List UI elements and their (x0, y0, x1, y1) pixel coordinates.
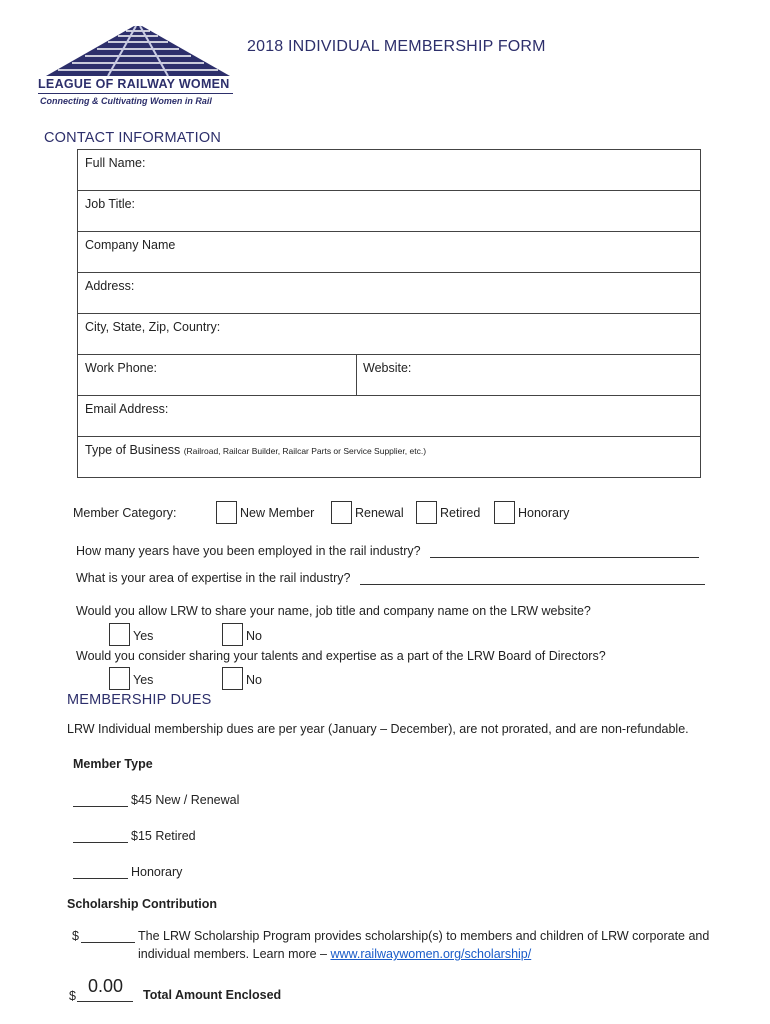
retired-input-line[interactable] (73, 842, 128, 843)
contact-table (77, 149, 701, 478)
renewal-label: Renewal (355, 506, 404, 520)
full-name-field[interactable] (78, 150, 700, 191)
share-yes-checkbox[interactable] (109, 623, 130, 646)
website-label[interactable]: Website: (363, 361, 412, 375)
years-question: How many years have you been employed in the rail industry? (76, 544, 421, 558)
expertise-input-line[interactable] (360, 584, 705, 585)
new-renewal-label: $45 New / Renewal (131, 793, 240, 807)
board-no-checkbox[interactable] (222, 667, 243, 690)
member-type-heading: Member Type (73, 757, 153, 771)
scholarship-text-line-2 (138, 947, 531, 961)
retired-checkbox[interactable] (416, 501, 437, 524)
share-no-label: No (246, 629, 262, 643)
job-title-label: Job Title: (85, 197, 136, 211)
total-amount-value[interactable]: 0.00 (88, 976, 124, 996)
company-name-label: Company Name (85, 238, 176, 252)
honorary-dues-label: Honorary (131, 865, 183, 879)
email-label: Email Address: (85, 402, 169, 416)
retired-label: Retired (440, 506, 481, 520)
job-title-field[interactable] (78, 191, 700, 232)
logo-rule (38, 93, 233, 94)
new-member-label: New Member (240, 506, 315, 520)
scholarship-link[interactable]: www.railwaywomen.org/scholarship/ (330, 947, 532, 961)
honorary-checkbox[interactable] (494, 501, 515, 524)
phone-website-row (78, 355, 700, 396)
board-no-label: No (246, 673, 262, 687)
scholarship-dollar-sign: $ (72, 929, 79, 943)
business-type-field[interactable] (78, 437, 700, 477)
form-title: 2018 INDIVIDUAL MEMBERSHIP FORM (247, 38, 546, 55)
expertise-question: What is your area of expertise in the rail industry? (76, 571, 351, 585)
retired-dues-label: $15 Retired (131, 829, 196, 843)
years-input-line[interactable] (430, 557, 699, 558)
share-no-checkbox[interactable] (222, 623, 243, 646)
honorary-input-line[interactable] (73, 878, 128, 879)
railway-tracks-logo-icon (38, 20, 238, 78)
scholarship-text-line-1: The LRW Scholarship Program provides scholarship(s) to members and children of LRW corporate and (138, 929, 710, 943)
city-state-zip-label: City, State, Zip, Country: (85, 320, 221, 334)
logo-org-name: LEAGUE OF RAILWAY WOMEN (38, 77, 230, 91)
logo (38, 20, 238, 112)
dues-heading: MEMBERSHIP DUES (67, 692, 212, 708)
address-field[interactable] (78, 273, 700, 314)
contact-heading: CONTACT INFORMATION (44, 130, 221, 146)
share-yes-label: Yes (133, 629, 154, 643)
scholarship-input-line[interactable] (81, 942, 135, 943)
board-question: Would you consider sharing your talents and expertise as a part of the LRW Board of Directors? (76, 649, 606, 663)
business-type-note: (Railroad, Railcar Builder, Railcar Parts or Service Supplier, etc.) (183, 446, 427, 456)
full-name-label: Full Name: (85, 156, 146, 170)
scholarship-heading: Scholarship Contribution (67, 897, 217, 911)
board-yes-label: Yes (133, 673, 154, 687)
total-amount-label: Total Amount Enclosed (143, 988, 282, 1002)
email-field[interactable] (78, 396, 700, 437)
cell-divider (356, 355, 357, 395)
honorary-label: Honorary (518, 506, 570, 520)
new-member-checkbox[interactable] (216, 501, 237, 524)
company-name-field[interactable] (78, 232, 700, 273)
work-phone-label[interactable]: Work Phone: (85, 361, 158, 375)
board-yes-checkbox[interactable] (109, 667, 130, 690)
city-state-zip-field[interactable] (78, 314, 700, 355)
address-label: Address: (85, 279, 135, 293)
total-dollar-sign: $ (69, 989, 76, 1003)
business-type-label: Type of Business (85, 443, 181, 457)
new-renewal-input-line[interactable] (73, 806, 128, 807)
total-amount-line (77, 1001, 133, 1002)
share-question: Would you allow LRW to share your name, job title and company name on the LRW website? (76, 604, 591, 618)
renewal-checkbox[interactable] (331, 501, 352, 524)
scholarship-text-2: individual members. Learn more – (138, 947, 331, 961)
member-category-label: Member Category: (73, 506, 177, 520)
logo-tagline: Connecting & Cultivating Women in Rail (40, 96, 212, 106)
dues-note: LRW Individual membership dues are per year (January – December), are not prorated, and are non-refundable. (67, 722, 689, 736)
